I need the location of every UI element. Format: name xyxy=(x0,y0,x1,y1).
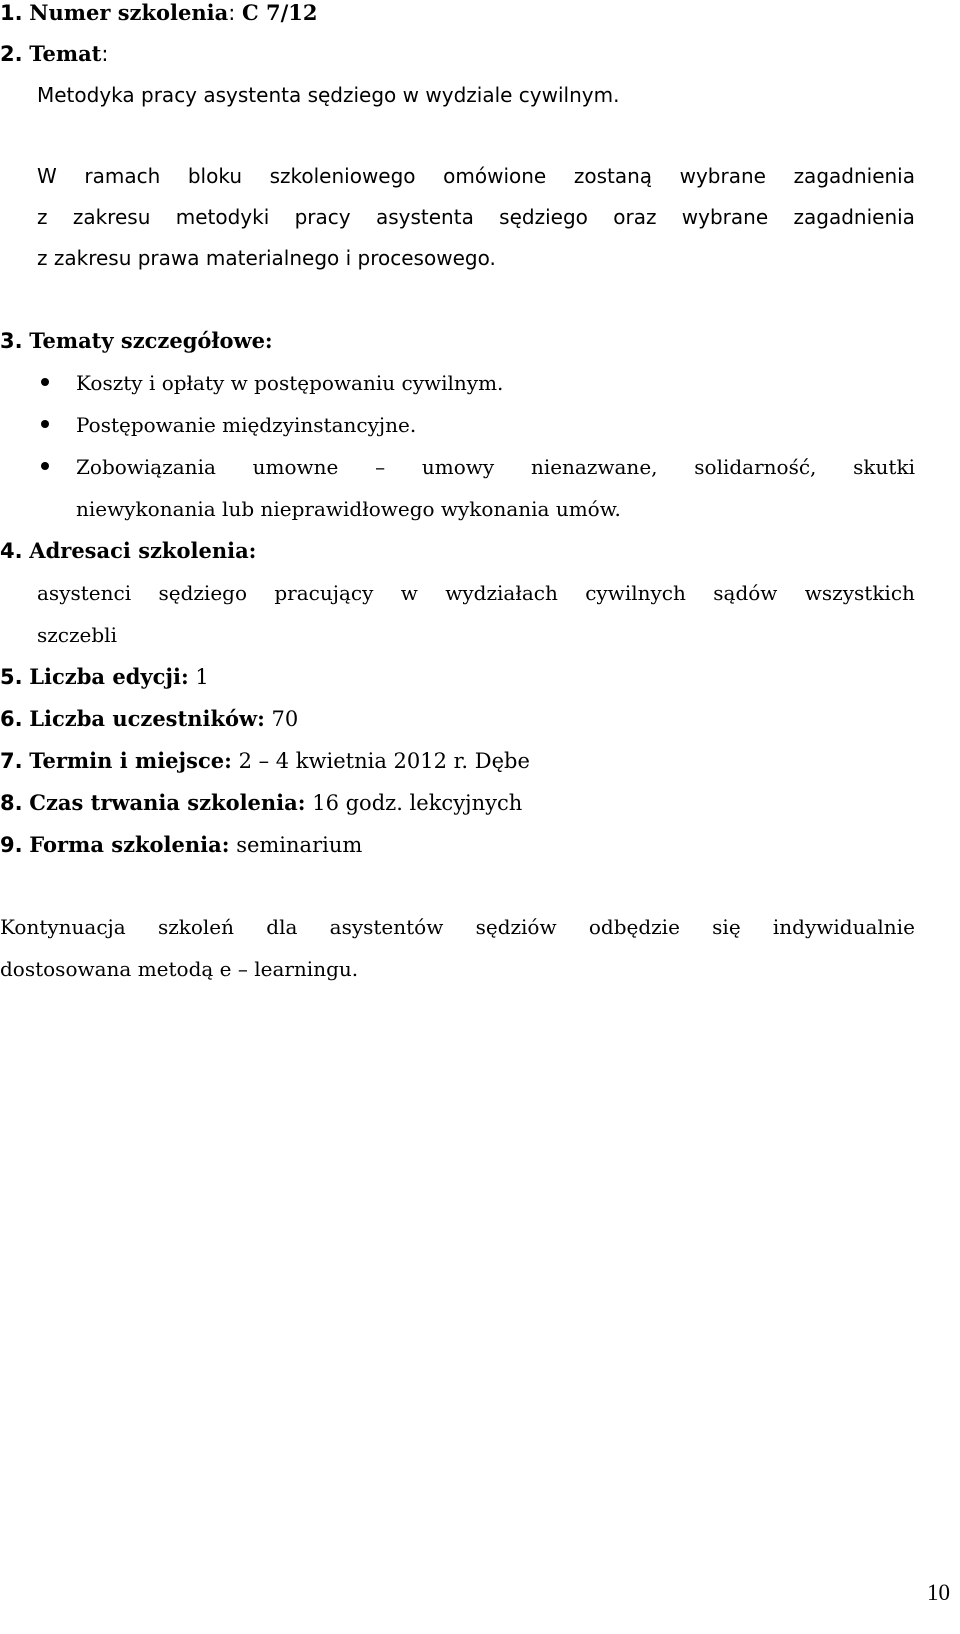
section-label: Liczba uczestników: xyxy=(29,706,265,731)
detailed-topic-2: Postępowanie międzyinstancyjne. xyxy=(76,413,417,437)
section-label: Adresaci szkolenia: xyxy=(29,538,257,563)
word: oraz xyxy=(613,205,657,229)
word: asystentów xyxy=(329,915,444,939)
detailed-topic-1: Koszty i opłaty w postępowaniu cywilnym. xyxy=(76,371,504,395)
section-number: 3. xyxy=(0,329,23,353)
word: dla xyxy=(266,915,298,939)
section-number: 9. xyxy=(0,833,23,857)
section-2-heading xyxy=(0,41,108,67)
word: indywidualnie xyxy=(772,915,915,939)
word: pracujący xyxy=(274,581,374,605)
training-number-value: C 7/12 xyxy=(241,0,318,25)
form-value: seminarium xyxy=(236,833,363,857)
section-label: Tematy szczegółowe: xyxy=(29,328,273,353)
word: bloku xyxy=(187,164,242,188)
section-7-heading xyxy=(0,748,530,774)
participants-value: 70 xyxy=(271,707,299,731)
word: szkoleniowego xyxy=(269,164,416,188)
word: odbędzie xyxy=(588,915,680,939)
word: asystenta xyxy=(375,205,474,229)
detailed-topic-3-line-1 xyxy=(76,454,915,480)
editions-value: 1 xyxy=(195,665,209,689)
section-5-heading xyxy=(0,664,209,690)
detailed-topic-3-line-2: niewykonania lub nieprawidłowego wykonania umów. xyxy=(76,497,621,521)
section-number: 6. xyxy=(0,707,23,731)
section-label: Temat xyxy=(29,41,102,66)
section-number: 7. xyxy=(0,749,23,773)
word: wybrane xyxy=(679,164,766,188)
word: W xyxy=(37,164,57,188)
word: szkoleń xyxy=(157,915,235,939)
word: sędziów xyxy=(475,915,557,939)
topic-paragraph-line-3: z zakresu prawa materialnego i procesowego. xyxy=(37,246,496,270)
word: sędziego xyxy=(499,205,588,229)
addressees-line-1 xyxy=(37,580,915,606)
section-9-heading xyxy=(0,832,362,858)
word: zagadnienia xyxy=(793,205,915,229)
word: sądów xyxy=(713,581,778,605)
label-colon: : xyxy=(228,1,236,25)
word: sędziego xyxy=(158,581,247,605)
bullet-icon xyxy=(41,462,49,470)
section-label: Forma szkolenia: xyxy=(29,832,230,857)
section-number: 2. xyxy=(0,42,23,66)
section-8-heading xyxy=(0,790,522,816)
word: metodyki xyxy=(175,205,270,229)
section-number: 4. xyxy=(0,539,23,563)
word: zagadnienia xyxy=(793,164,915,188)
date-place-value: 2 – 4 kwietnia 2012 r. Dębe xyxy=(238,749,530,773)
duration-value: 16 godz. lekcyjnych xyxy=(312,791,523,815)
word: wszystkich xyxy=(804,581,915,605)
word: ramach xyxy=(84,164,161,188)
closing-line-1 xyxy=(0,914,915,940)
label-colon: : xyxy=(101,42,109,66)
section-label: Numer szkolenia xyxy=(29,0,229,25)
section-number: 8. xyxy=(0,791,23,815)
page-number: 10 xyxy=(927,1580,950,1605)
bullet-icon xyxy=(41,378,49,386)
section-label: Liczba edycji: xyxy=(29,664,189,689)
bullet-icon xyxy=(41,420,49,428)
word: się xyxy=(712,915,741,939)
section-3-heading xyxy=(0,328,273,354)
section-1-heading xyxy=(0,0,318,26)
closing-line-2: dostosowana metodą e – learningu. xyxy=(0,957,359,981)
section-number: 1. xyxy=(0,1,23,25)
word: wybrane xyxy=(681,205,769,229)
word: umowy xyxy=(421,455,495,479)
word: cywilnych xyxy=(585,581,686,605)
section-4-heading xyxy=(0,538,256,564)
word: – xyxy=(375,455,386,479)
word: solidarność, xyxy=(694,455,817,479)
section-number: 5. xyxy=(0,665,23,689)
word: asystenci xyxy=(37,581,132,605)
topic-paragraph-line-2 xyxy=(37,204,915,230)
topic-paragraph-line-1 xyxy=(37,163,915,189)
word: umowne xyxy=(252,455,339,479)
word: zakresu xyxy=(72,205,151,229)
word: Zobowiązania xyxy=(76,455,216,479)
word: pracy xyxy=(294,205,351,229)
word: Kontynuacja xyxy=(0,915,126,939)
word: wydziałach xyxy=(445,581,558,605)
section-6-heading xyxy=(0,706,298,732)
word: w xyxy=(400,581,418,605)
word: z xyxy=(37,205,48,229)
topic-title: Metodyka pracy asystenta sędziego w wydziale cywilnym. xyxy=(37,83,620,107)
section-label: Czas trwania szkolenia: xyxy=(29,790,306,815)
word: nienazwane, xyxy=(530,455,658,479)
word: omówione xyxy=(443,164,547,188)
word: skutki xyxy=(853,455,915,479)
section-label: Termin i miejsce: xyxy=(29,748,232,773)
word: zostaną xyxy=(573,164,653,188)
addressees-line-2: szczebli xyxy=(37,623,117,647)
